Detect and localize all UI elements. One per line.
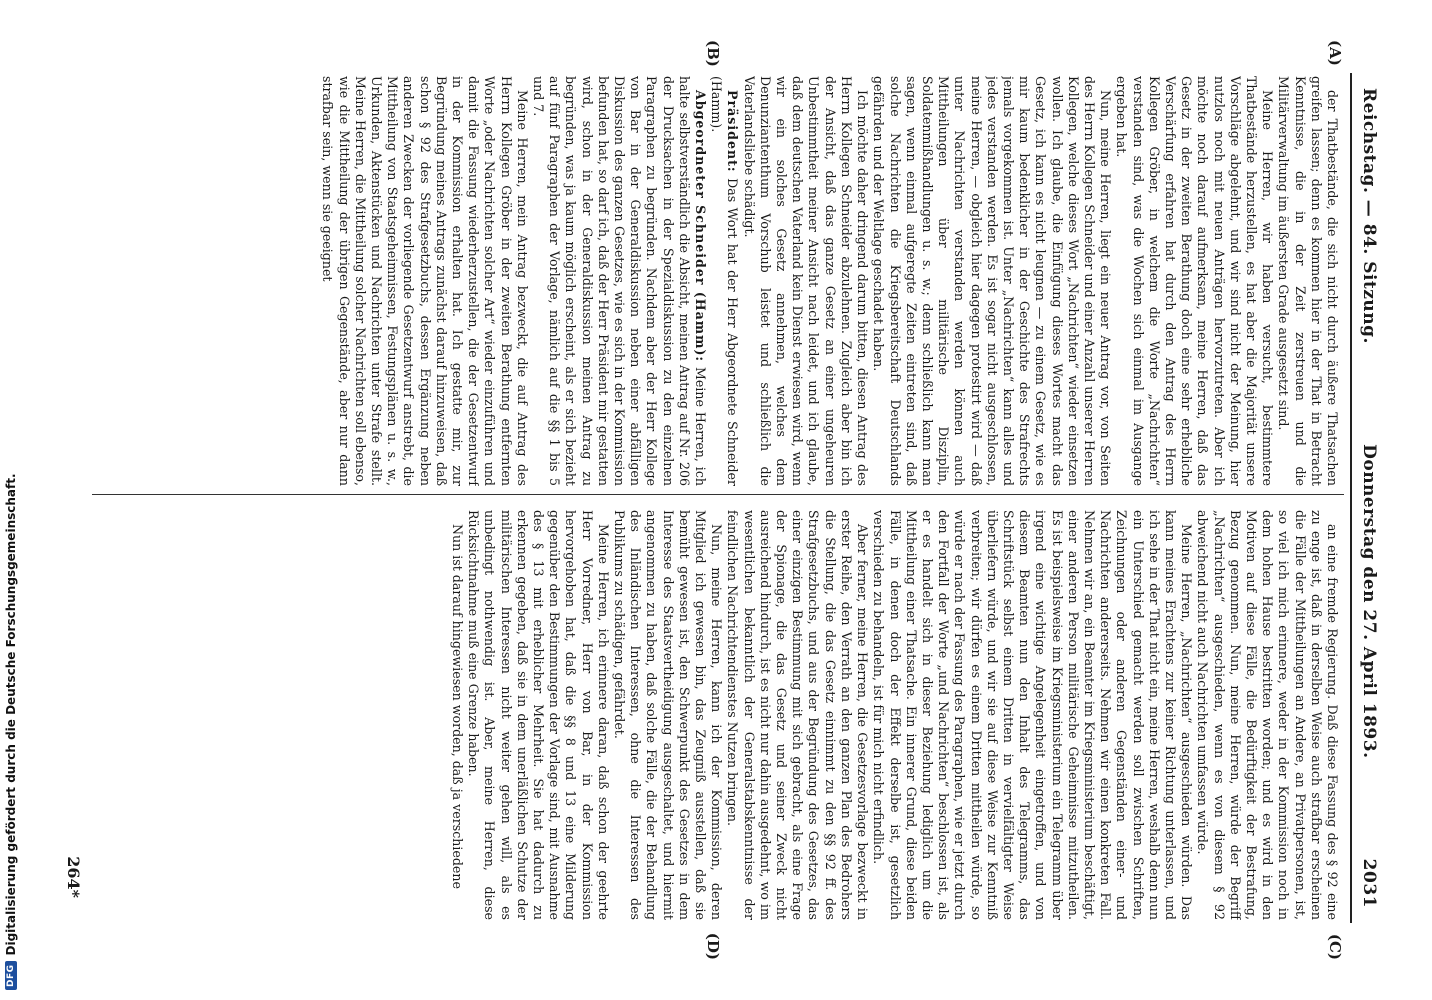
paragraph: Nun, meine Herren, liegt ein neuer Antrag vor, von Seiten des Herrn Kollegen Schneider und einer Anzahl unserer Herren Kollegen, welche dieses Wort „Nachrichten“ wieder einsetzen wollen. Ich glaube, die Einfügung dieses Wortes macht das Gesetz, ich kann es nicht leugnen — zu einem Gesetz, wie es mir kaum bedenklicher in der Geschichte des Strafrechts jemals vorgekommen ist. Unter „Nachrichten“ kann alles und jedes verstanden werden. Es ist sogar nicht ausgeschlossen, meine Herren, — obgleich hier dagegen protestirt wird — daß unter Nachrichten verstanden werden können auch Mittheilungen über militärische Disziplin, Soldatenmißhandlungen u. s. w.; denn schließlich kann man sagen, wenn einmal aufgeregte Zeiten eintreten sind, daß solche Nachrichten die Kriegsbereitschaft Deutschlands gefährden und der Weltlage geschadet haben. <box>871 76 1114 486</box>
paragraph: Nun, meine Herren, kann ich der Kommission, deren Mitglied ich gewesen bin, das Zeugniß ausstellen, daß sie bemüht gewesen ist, den Schwerpunkt des Gesetzes in dem Interesse des Staatsvertheidigung ausgeschaltet, und hiermit angenommen zu haben, daß solche Fälle, die der Behandlung des Inländischen Interessen, ohne die Interessen des Publikums zu schädigen, gefährdet. <box>612 510 725 920</box>
credit-text: Digitalisierung gefördert durch die Deutsche Forschungsgemeinschaft. <box>4 473 18 956</box>
header-rule <box>1350 73 1352 923</box>
paragraph: Meine Herren, wir haben versucht, bestimmtere Thatbestände herzustellen, es hat aber die Majorität unsere Vorschläge abgelehnt, und wir sind nicht der Meinung, hier nutzlos noch mit neuen Anträgen hervorzutreten. Aber ich möchte noch darauf aufmerksam, meine Herren, daß das Gesetz in der zweiten Berathung doch eine sehr erhebliche Verschärfung erfahren hat durch den Antrag des Herrn Kollegen Gröber, in welchem die Worte „Nachrichten“ verstanden sind, was die Wochen sich einmal im Ausgange ergeben hat. <box>1114 76 1276 486</box>
running-head <box>1354 88 1384 908</box>
paragraph: Ich möchte daher dringend darum bitten, diesen Antrag des Herrn Kollegen Schneider abzulehnen. Zugleich aber bin ich der Ansicht, daß das ganze Gesetz an einer ungeheuren Unbestimmtheit meiner Ansicht nach leidet, und ich glaube, daß dem deutschen Vaterland kein Dienst erwiesen wird, wenn wir ein solches Gesetz annehmen, welches dem Denunziantenthum Vorschub leistet und schließlich die Vaterlandsliebe schädigt. <box>741 76 871 486</box>
margin-mark-c: (C) <box>1326 933 1344 960</box>
sheet-signature: 264* <box>64 856 83 898</box>
paragraph: der Thatbestände, die sich nicht durch äußere Thatsachen greifen lassen; denn es kommen hier in der That in Betracht Kenntnisse, die in der Zeit zerstreuen und die Militärverwaltung im äußersten Grade ausgesetzt sind. <box>1276 76 1340 486</box>
running-head-left: Reichstag. — 84. Sitzung. <box>1359 88 1379 344</box>
paragraph: Nun ist darauf hingewiesen worden, daß ja verschiedene <box>450 524 466 889</box>
speaker-name: Abgeordneter Schneider (Hamm): <box>693 90 709 363</box>
paragraph: Meine Herren, „Nachrichten“ ausgeschieden würden. Das kann meines Erachtens zur keiner Richtung unterlassen, und ich sehe in der That nicht ein, meine Herren, weshalb denn nun ein Unterschied gemacht werden soll zwischen Schriften, Zeichnungen oder anderen Gegenständen einer- und Nachrichten andererseits. Nehmen wir einen konkreten Fall. Nehmen wir an, ein Beamter im Kriegsministerium beschäftigt, einer anderen Person militärische Geheimnisse mitzutheilen. Es ist beispielsweise im Kriegsministerium ein Telegramm über irgend eine wichtige Angelegenheit eingetroffen, und von diesem Beamten nun den Inhalt des Telegramms, das Schriftstück selbst einem Dritten in vervielfältigter Weise überliefern würde, und wir sie auf diese Weise zur Kenntniß verbreiten; wir dürfen es einem Dritten mittheilen würde, so würde er nach der Fassung des Paragraphen, wie er jetzt durch den Fortfall der Worte „und Nachrichten“ beschlossen ist, als er es handelt sich in dieser Beziehung lediglich um die Mittheilung einer Thatsache. Ein innerer Grund, diese beiden Fälle, in denen doch der Effekt derselbe ist, gesetzlich verschieden zu behandeln, ist für mich nicht erfindlich. <box>871 510 1195 920</box>
paragraph: Meine Herren, ich erinnere daran, daß schon der geehrte Herr Vorredner, Herr von Bar, in der Kommission hervorgehoben hat, daß die §§ 8 und 13 eine Milderung gegenüber den Bestimmungen der Vorlage sind, mit Ausnahme des § 13 mit erheblicher Mehrheit. Sie hat dadurch zu erkennen gegeben, daß sie in dem unerläßlichen Schutze der militärischen Interessen nicht weiter gehen will, als es unbedingt nothwendig ist. Aber, meine Herren, diese Rücksichtnahme muß eine Grenze haben. <box>466 510 611 920</box>
page-number: 2031 <box>1359 858 1379 908</box>
column-divider <box>92 494 1344 495</box>
paragraph: Meine Herren, mein Antrag bezweckt, die auf Antrag des Herrn Kollegen Gröber in der zweiten Berathung entfernten Worte „oder Nachrichten solcher Art“ wieder einzuführen und damit die Fassung wiederherzustellen, die der Gesetzentwurf in der Kommission erhalten hat. Ich gestatte mir, zur Begründung meines Antrags zunächst darauf hinzuweisen, daß schon § 92 des Strafgesetzbuchs, dessen Ergänzung neben anderen Zwecken der vorliegende Gesetzentwurf anstrebt, die Mittheilung von Staatsgeheimnissen, Festungsplänen u. s. w., Urkunden, Aktenstücken und Nachrichten unter Strafe stellt. Meine Herren, die Mittheilung solcher Nachrichten soll ebenso, wie die Mittheilung der übrigen Gegenstände, aber nur dann strafbar sein, wenn sie geeignet <box>320 76 530 486</box>
speaker-name: Präsident: <box>725 90 741 173</box>
digitization-credit <box>2 210 20 990</box>
rotated-document-page <box>52 18 1392 978</box>
dfg-logo: DFG <box>5 961 17 990</box>
paragraph: Aber ferner, meine Herren, die Gesetzesvorlage bezweckt in erster Reihe, den Verrath an den ganzen Plan des Bedrohers die Stellung, die das Gesetz einnimmt zu den §§ 92 ff. des Strafgesetzbuchs, und aus der Begründung des Gesetzes, das einer einzigen Bestimmung mit sich gebracht, als eine Frage der Spionage, die das Gesetz und seiner Zweck nicht ausreichend hindurch, ist es nicht nur dahin ausgedehnt, wo im wesentlichen bekanntlich der Generalstabskenntnisse der feindlichen Nachrichtendienstes Nutzen bringen. <box>725 510 871 920</box>
margin-mark-a: (A) <box>1326 40 1344 66</box>
margin-mark-b: (B) <box>704 40 722 67</box>
paragraph: an eine fremde Regierung. Daß diese Fassung des § 92 eine zu enge ist, daß in derselben Weise auch strafbar erscheinen die Fälle der Mittheilungen an Andere, an Privatpersonen, ist, so viel ich mich erinnere, weder in der Kommission noch in dem hohen Hause bestritten worden; und es wird in den Motiven auf diese Fälle, die Bedürftigkeit der Bestrafung, Bezug genommen. Nun, meine Herren, würde der Begriff „Nachrichten“ ausgeschieden, wenn es von diesem § 92 abweichend nicht auch Nachrichten umfassen würde. <box>1195 510 1340 920</box>
paragraph: Präsident: Das Wort hat der Herr Abgeordnete Schneider (Hamm). <box>709 76 741 486</box>
right-text-column <box>92 510 1340 920</box>
paragraph: Abgeordneter Schneider (Hamm): Meine Herren, ich halte selbstverständlich die Absicht, meinen Antrag auf Nr. 206 der Drucksachen in der Spezialdiskussion zu den einzelnen Paragraphen zu begründen. Nachdem aber der Herr Kollege von Bar in der Generaldiskussion neben einer abfälligen Diskussion des ganzen Gesetzes, wie es sich in der Kommission befunden hat, so darf ich, daß der Herr Präsident mir gestatten wird, schon in der Generaldiskussion meinen Antrag zu begründen, was ja kaum möglich erscheint, als er sich bezieht auf fünf Paragraphen der Vorlage, nämlich auf die §§ 1 bis 5 und 7. <box>531 76 709 486</box>
left-text-column <box>92 76 1340 486</box>
margin-mark-d: (D) <box>704 932 722 960</box>
running-head-date: Donnerstag den 27. April 1893. <box>1359 444 1379 759</box>
